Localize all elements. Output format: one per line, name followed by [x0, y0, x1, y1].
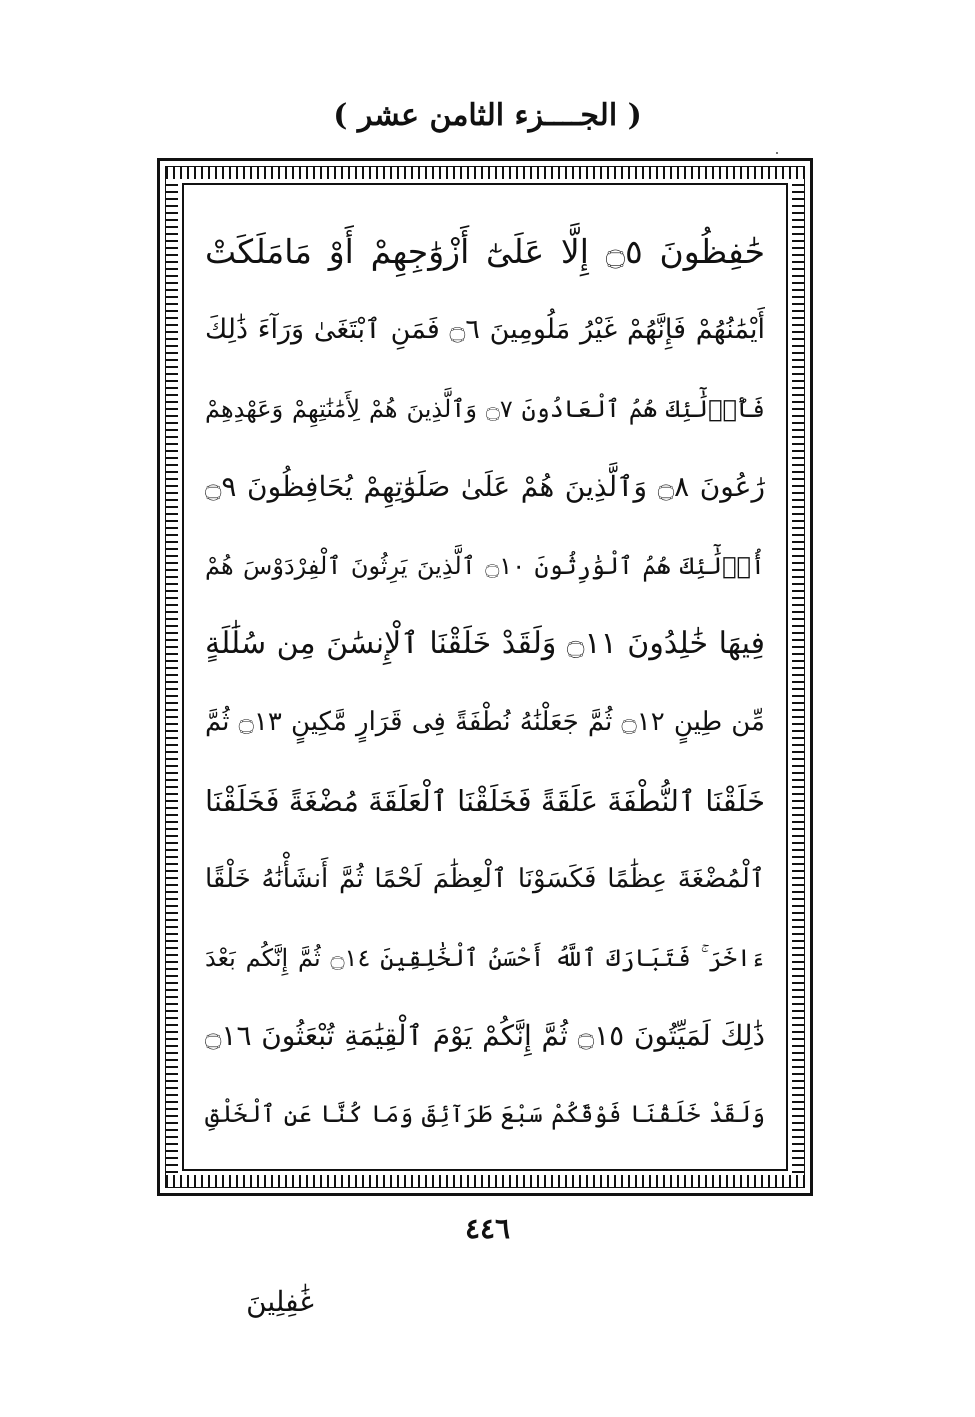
verse-line: وَلَقَدْ خَلَقْنَا فَوْقَكُمْ سَبْعَ طَرَآئِقَ وَمَا كُنَّا عَنِ ٱلْخَلْقِ: [205, 1100, 765, 1129]
decorative-dot: [776, 152, 778, 154]
verse-line: فِيهَا خَٰلِدُونَ ۝١١ وَلَقَدْ خَلَقْنَا ٱلْإِنسَٰنَ مِن سُلَٰلَةٍ: [205, 625, 765, 661]
verse-line: أُو۟لَٰٓئِكَ هُمُ ٱلْوَٰرِثُونَ ۝١٠ ٱلَّذِينَ يَرِثُونَ ٱلْفِرْدَوْسَ هُمْ: [205, 551, 765, 580]
verse-line: خَلَقْنَا ٱلنُّطْفَةَ عَلَقَةً فَخَلَقْنَا ٱلْعَلَقَةَ مُضْغَةً فَخَلَقْنَا: [205, 783, 765, 818]
verse-line: مِّن طِينٍ ۝١٢ ثُمَّ جَعَلْنَٰهُ نُطْفَةً فِى قَرَارٍ مَّكِينٍ ۝١٣ ثُمَّ: [205, 707, 765, 738]
page-number: ٤٤٦: [464, 1212, 511, 1245]
verse-line: ٱلْمُضْغَةَ عِظَٰمًا فَكَسَوْنَا ٱلْعِظَٰمَ لَحْمًا ثُمَّ أَنشَأْنَٰهُ خَلْقًا: [205, 864, 765, 895]
page-header-title: ( الجــــزء الثامن عشر ): [333, 98, 642, 133]
verse-line: حَٰفِظُونَ ۝٥ إِلَّا عَلَىٰٓ أَزْوَٰجِهِمْ أَوْ مَامَلَكَتْ: [205, 232, 765, 271]
verse-line: فَأُو۟لَٰٓئِكَ هُمُ ٱلْعَادُونَ ۝٧ وَٱلَّذِينَ هُمْ لِأَمَٰنَٰتِهِمْ وَعَهْدِهِمْ: [205, 394, 765, 423]
verse-line: أَيْمَٰنُهُمْ فَإِنَّهُمْ غَيْرُ مَلُومِينَ ۝٦ فَمَنِ ٱبْتَغَىٰ وَرَآءَ ذَٰلِكَ: [205, 314, 765, 346]
verse-line: ذَٰلِكَ لَمَيِّتُونَ ۝١٥ ثُمَّ إِنَّكُمْ يَوْمَ ٱلْقِيَٰمَةِ تُبْعَثُونَ ۝١٦: [205, 1018, 765, 1052]
verse-line: رَٰعُونَ ۝٨ وَٱلَّذِينَ هُمْ عَلَىٰ صَلَوَٰتِهِمْ يُحَافِظُونَ ۝٩: [205, 470, 765, 504]
catchword: غَٰفِلِينَ: [246, 1285, 314, 1318]
verse-line: ءَاخَرَ ۚ فَتَبَارَكَ ٱللَّهُ أَحْسَنُ ٱلْخَٰلِقِينَ ۝١٤ ثُمَّ إِنَّكُم بَعْدَ: [205, 943, 765, 972]
verse-text-block: [205, 213, 765, 1153]
